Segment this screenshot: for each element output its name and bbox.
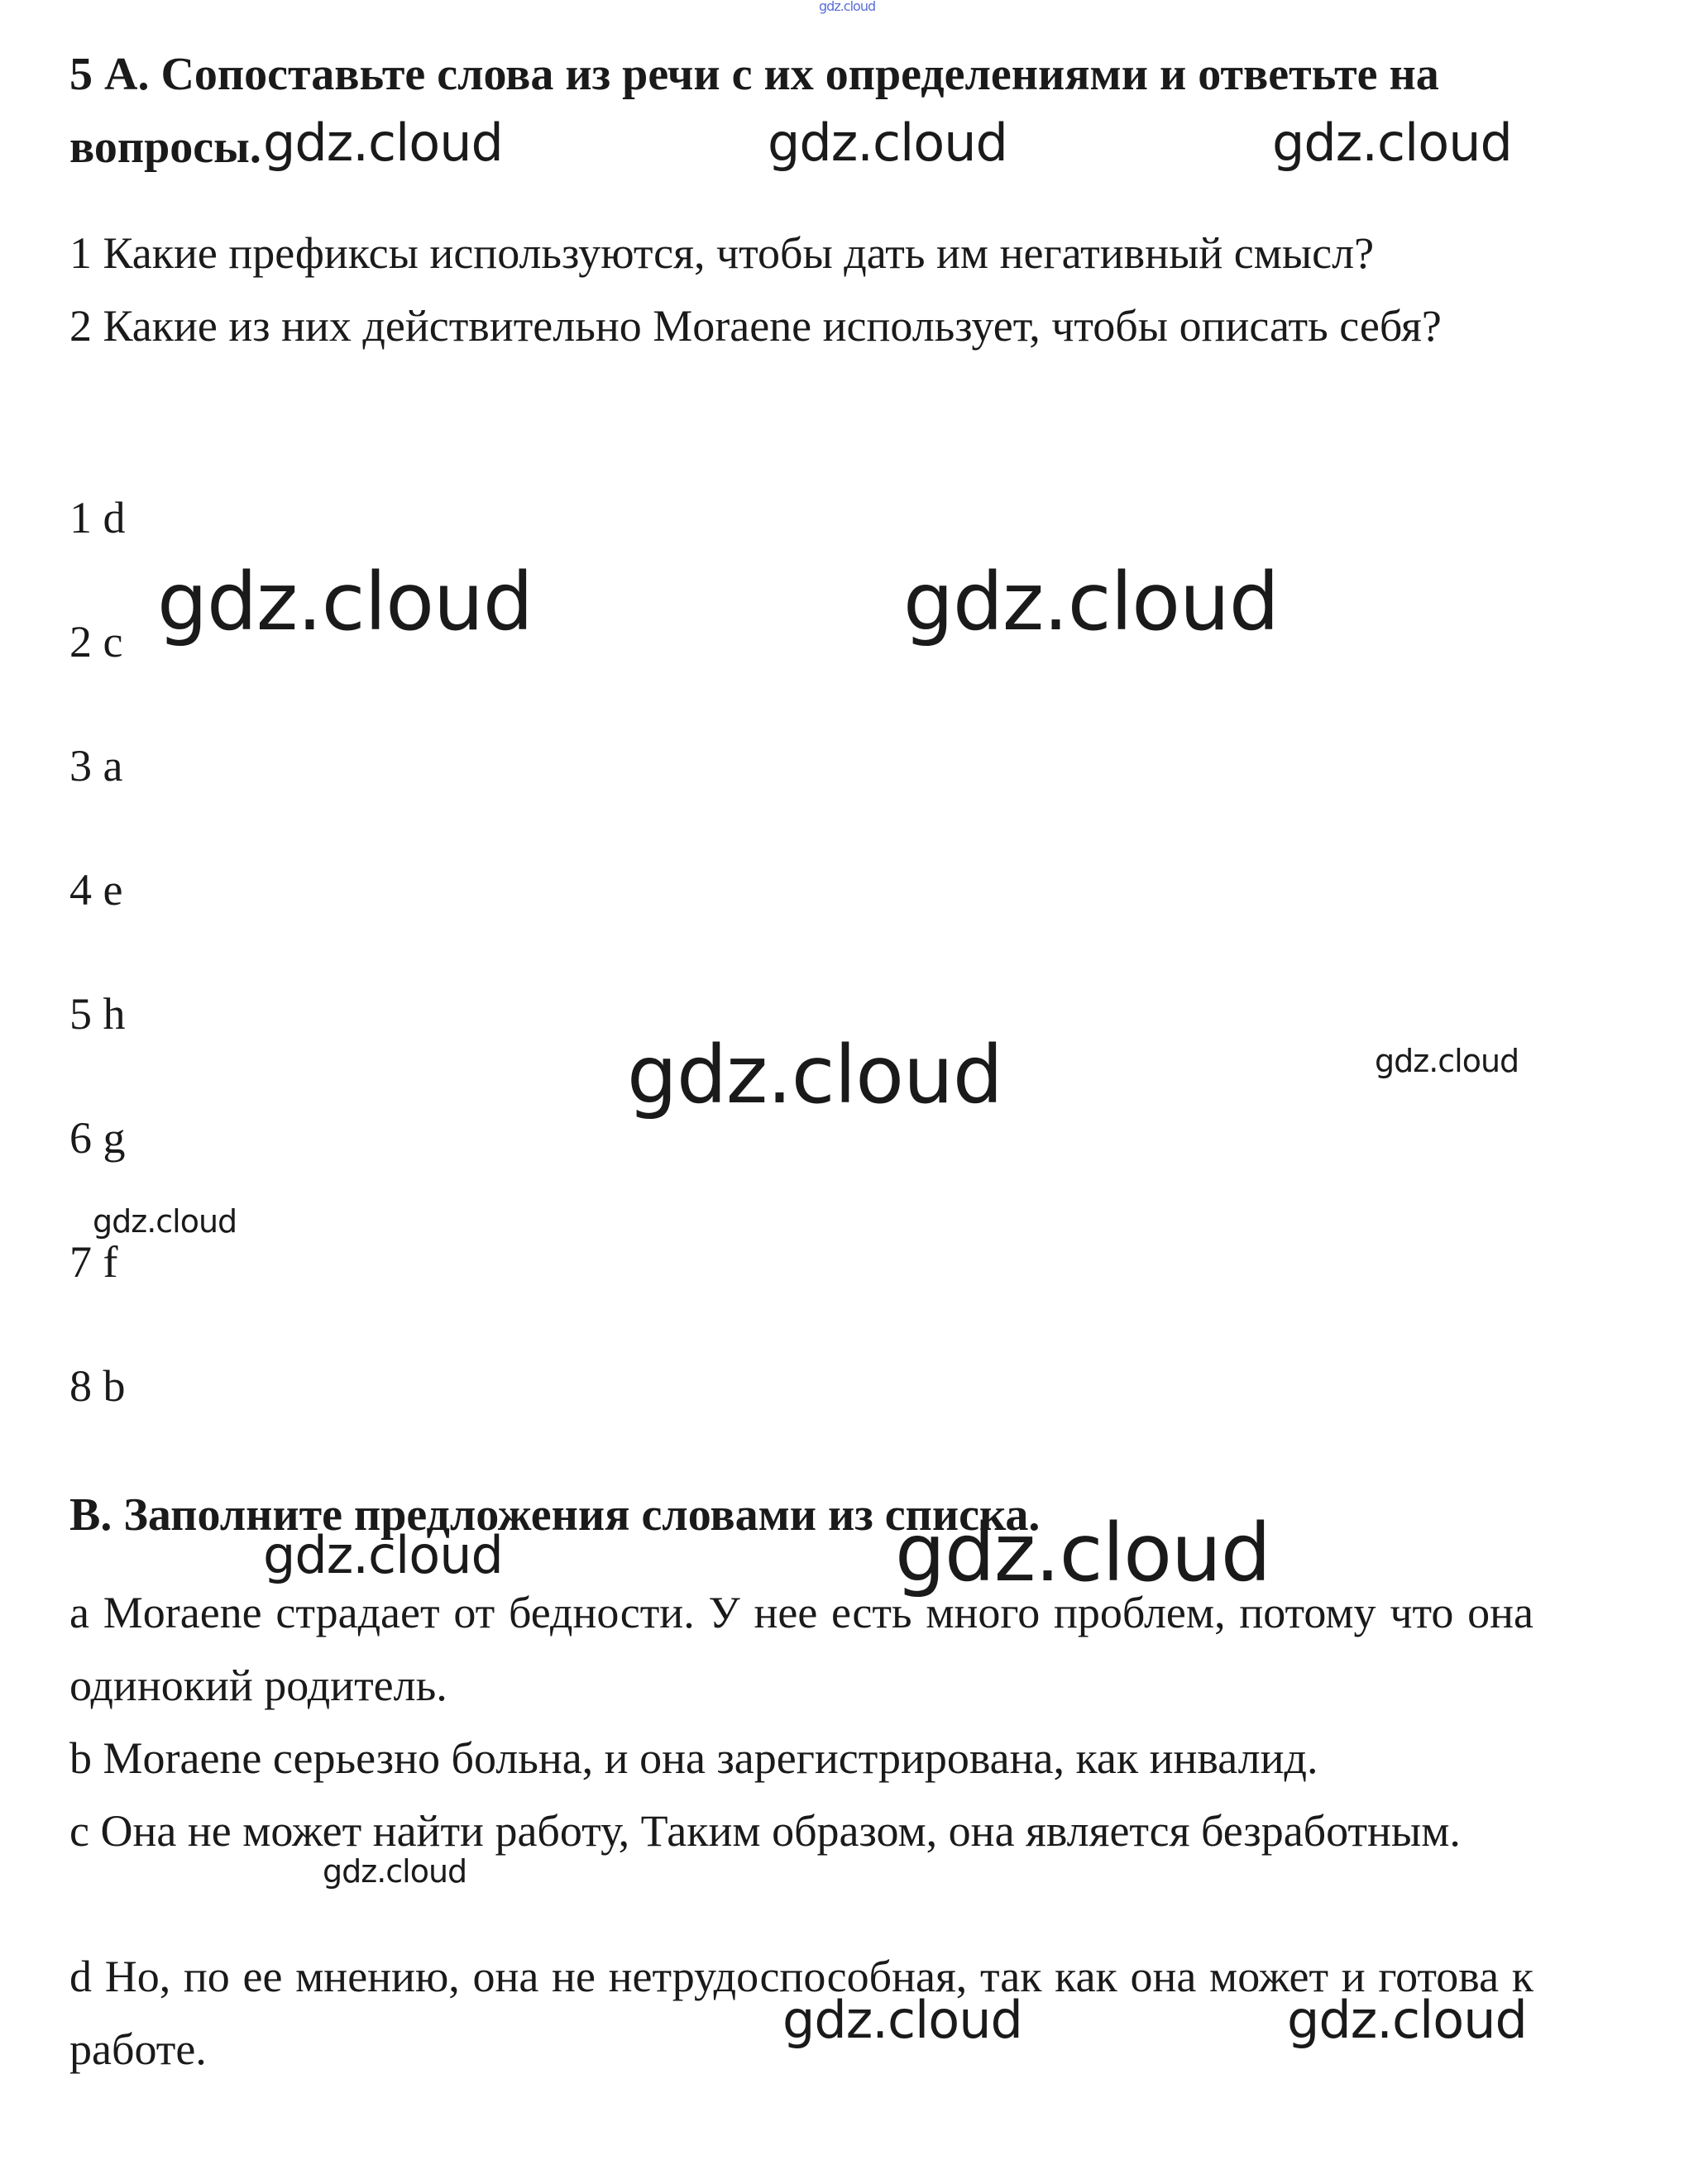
sentence-b: b Moraene серьезно больна, и она зарегистрирована, как инвалид.: [69, 1733, 1318, 1783]
section-b-title: B. Заполните предложения словами из списка.: [69, 1489, 1041, 1541]
watermark: gdz.cloud: [263, 112, 503, 173]
watermark: gdz.cloud: [93, 1203, 237, 1240]
watermark: gdz.cloud: [895, 1507, 1270, 1599]
watermark: gdz.cloud: [903, 556, 1279, 648]
answer-item: 8 b: [69, 1361, 126, 1411]
answer-item: 7 f: [69, 1237, 118, 1287]
answer-item: 4 e: [69, 865, 123, 915]
answer-item: 6 g: [69, 1113, 126, 1163]
watermark: gdz.cloud: [768, 112, 1007, 173]
watermark: gdz.cloud: [1272, 112, 1512, 173]
answer-item: 3 a: [69, 741, 123, 791]
watermark: gdz.cloud: [1287, 1990, 1527, 2050]
watermark-top: gdz.cloud: [819, 0, 876, 14]
watermark: gdz.cloud: [157, 556, 533, 648]
section-a-title-line2: вопросы.: [69, 122, 261, 173]
watermark: gdz.cloud: [1375, 1043, 1519, 1079]
sentence-c: c Она не может найти работу, Таким образом, она является безработным.: [69, 1806, 1461, 1856]
watermark: gdz.cloud: [627, 1029, 1002, 1121]
question-1: 1 Какие префиксы используются, чтобы дать им негативный смысл?: [69, 228, 1375, 278]
question-2: 2 Какие из них действительно Moraene использует, чтобы описать себя?: [69, 301, 1442, 351]
answer-item: 2 c: [69, 617, 123, 667]
watermark: gdz.cloud: [323, 1853, 467, 1890]
answer-item: 1 d: [69, 493, 126, 542]
sentence-a: a Moraene страдает от бедности. У нее есть много проблем, потому что она одинокий родитель.: [69, 1588, 1533, 1710]
sentence-d: d Но, по ее мнению, она не нетрудоспособная, так как она может и готова к работе.: [69, 1952, 1533, 2074]
watermark: gdz.cloud: [263, 1525, 503, 1585]
section-a-title-line1: 5 А. Сопоставьте слова из речи с их определениями и ответьте на: [69, 49, 1439, 100]
answer-item: 5 h: [69, 989, 126, 1039]
watermark: gdz.cloud: [782, 1990, 1022, 2050]
